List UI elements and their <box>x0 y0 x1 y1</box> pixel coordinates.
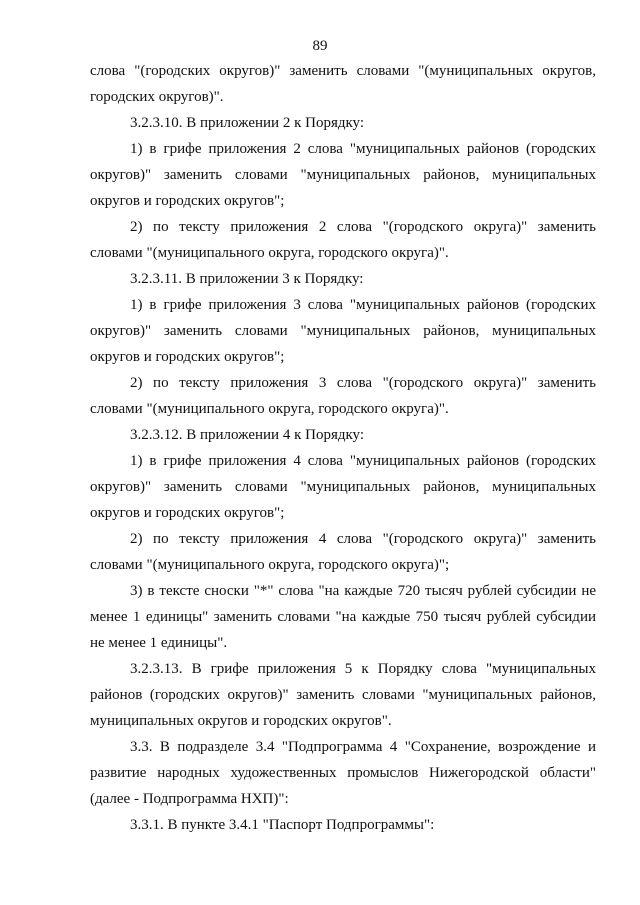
paragraph: 2) по тексту приложения 2 слова "(городского округа)" заменить словами "(муниципального округа, городского округа)". <box>90 219 596 261</box>
paragraph: 1) в грифе приложения 4 слова "муниципальных районов (городских округов)" заменить словами "муниципальных районов, муниципальных округов и городских округов"; <box>90 453 596 521</box>
paragraph: 3.2.3.11. В приложении 3 к Порядку: <box>130 271 364 287</box>
paragraph: слова "(городских округов)" заменить словами "(муниципальных округов, городских округов)". <box>90 63 596 105</box>
paragraph: 3.3.1. В пункте 3.4.1 "Паспорт Подпрограммы": <box>130 817 435 833</box>
paragraph: 1) в грифе приложения 2 слова "муниципальных районов (городских округов)" заменить словами "муниципальных районов, муниципальных округов и городских округов"; <box>90 141 596 209</box>
paragraph: 3) в тексте сноски "*" слова "на каждые 720 тысяч рублей субсидии не менее 1 единицы" заменить словами "на каждые 750 тысяч рублей субсидии не менее 1 единицы". <box>90 583 596 651</box>
paragraph: 3.2.3.10. В приложении 2 к Порядку: <box>130 115 365 131</box>
paragraph: 3.2.3.13. В грифе приложения 5 к Порядку слова "муниципальных районов (городских округов)" заменить словами "муниципальных районов, муниципальных округов и городских округов". <box>90 661 596 729</box>
paragraph: 3.3. В подразделе 3.4 "Подпрограмма 4 "Сохранение, возрождение и развитие народных художественных промыслов Нижегородской области" (далее - Подпрограмма НХП)": <box>90 739 596 807</box>
paragraph: 3.2.3.12. В приложении 4 к Порядку: <box>130 427 365 443</box>
document-body <box>90 58 596 838</box>
page-number: 89 <box>312 38 328 54</box>
paragraph: 1) в грифе приложения 3 слова "муниципальных районов (городских округов)" заменить словами "муниципальных районов, муниципальных округов и городских округов"; <box>90 297 596 365</box>
paragraph: 2) по тексту приложения 4 слова "(городского округа)" заменить словами "(муниципального округа, городского округа)"; <box>90 531 596 573</box>
paragraph: 2) по тексту приложения 3 слова "(городского округа)" заменить словами "(муниципального округа, городского округа)". <box>90 375 596 417</box>
